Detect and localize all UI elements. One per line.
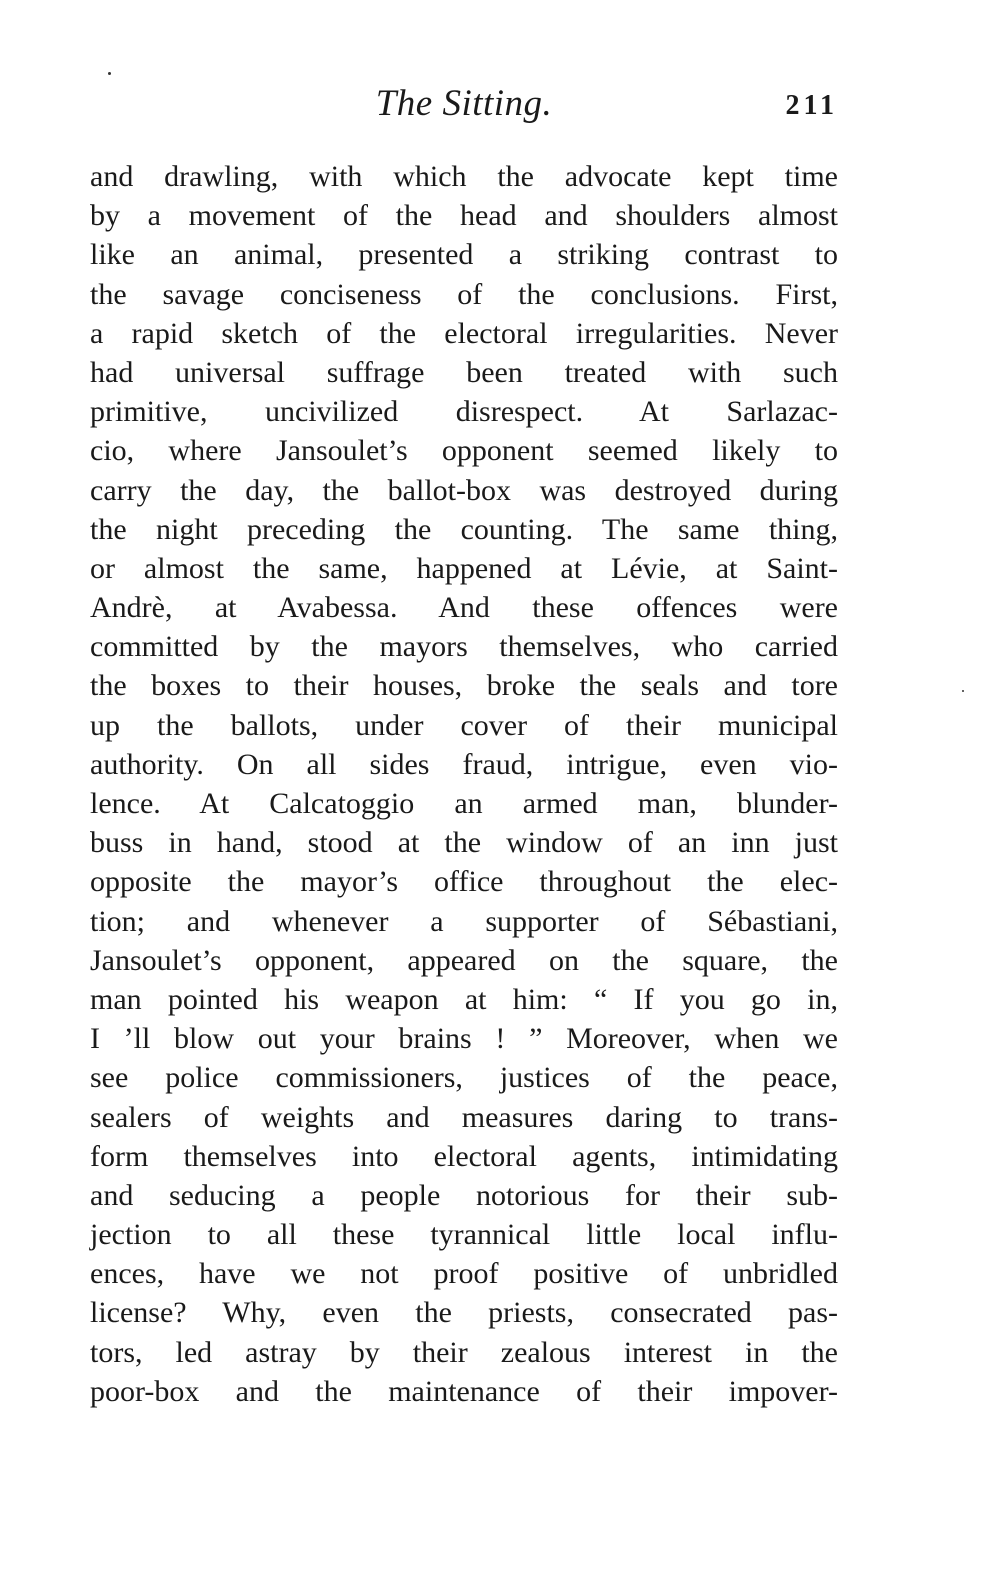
text-line: or almost the same, happened at Lévie, at Saint- [90,551,838,585]
text-line: jection to all these tyrannical little local influ- [90,1218,838,1252]
print-speck [962,690,964,692]
text-line: and drawling, with which the advocate kept time [90,160,838,193]
running-head [90,78,838,130]
text-line: cio, where Jansoulet’s opponent seemed likely to [90,434,838,468]
text-line: by a movement of the head and shoulders almost [90,199,838,233]
text-line: man pointed his weapon at him: “ If you go in, [90,982,838,1016]
text-line: poor-box and the maintenance of their impover- [90,1374,838,1408]
text-line: the savage conciseness of the conclusions. First, [90,277,838,311]
text-line: sealers of weights and measures daring to trans- [90,1100,838,1134]
text-line: opposite the mayor’s office throughout the elec- [90,865,838,899]
running-title: The Sitting. [375,83,553,124]
text-line: the boxes to their houses, broke the seals and tore [90,669,838,703]
text-line: form themselves into electoral agents, intimidating [90,1139,838,1173]
text-line: a rapid sketch of the electoral irregularities. Never [90,316,838,350]
text-line: buss in hand, stood at the window of an inn just [90,826,838,860]
text-line: up the ballots, under cover of their municipal [90,708,838,742]
text-line: primitive, uncivilized disrespect. At Sarlazac- [90,395,838,429]
text-line: tion; and whenever a supporter of Sébastiani, [90,904,838,938]
print-speck [108,72,111,75]
text-line: I ’ll blow out your brains ! ” Moreover, when we [90,1022,838,1056]
text-line: like an animal, presented a striking contrast to [90,238,838,272]
text-line: lence. At Calcatoggio an armed man, blunder- [90,787,838,820]
text-line: Jansoulet’s opponent, appeared on the square, the [90,943,838,977]
text-line: see police commissioners, justices of the peace, [90,1061,838,1095]
text-line: had universal suffrage been treated with such [90,355,838,389]
text-line: tors, led astray by their zealous interest in the [90,1335,838,1369]
text-line: license? Why, even the priests, consecrated pas- [90,1296,838,1330]
text-line: ences, have we not proof positive of unbridled [90,1257,838,1291]
page-number: 211 [785,90,838,121]
text-line: and seducing a people notorious for their sub- [90,1178,838,1212]
body-text [90,157,838,1411]
text-line: the night preceding the counting. The same thing, [90,512,838,546]
text-line: authority. On all sides fraud, intrigue, even vio- [90,747,838,781]
text-line: Andrè, at Avabessa. And these offences were [90,591,838,625]
text-line: committed by the mayors themselves, who carried [90,630,838,664]
text-line: carry the day, the ballot-box was destroyed during [90,473,838,507]
